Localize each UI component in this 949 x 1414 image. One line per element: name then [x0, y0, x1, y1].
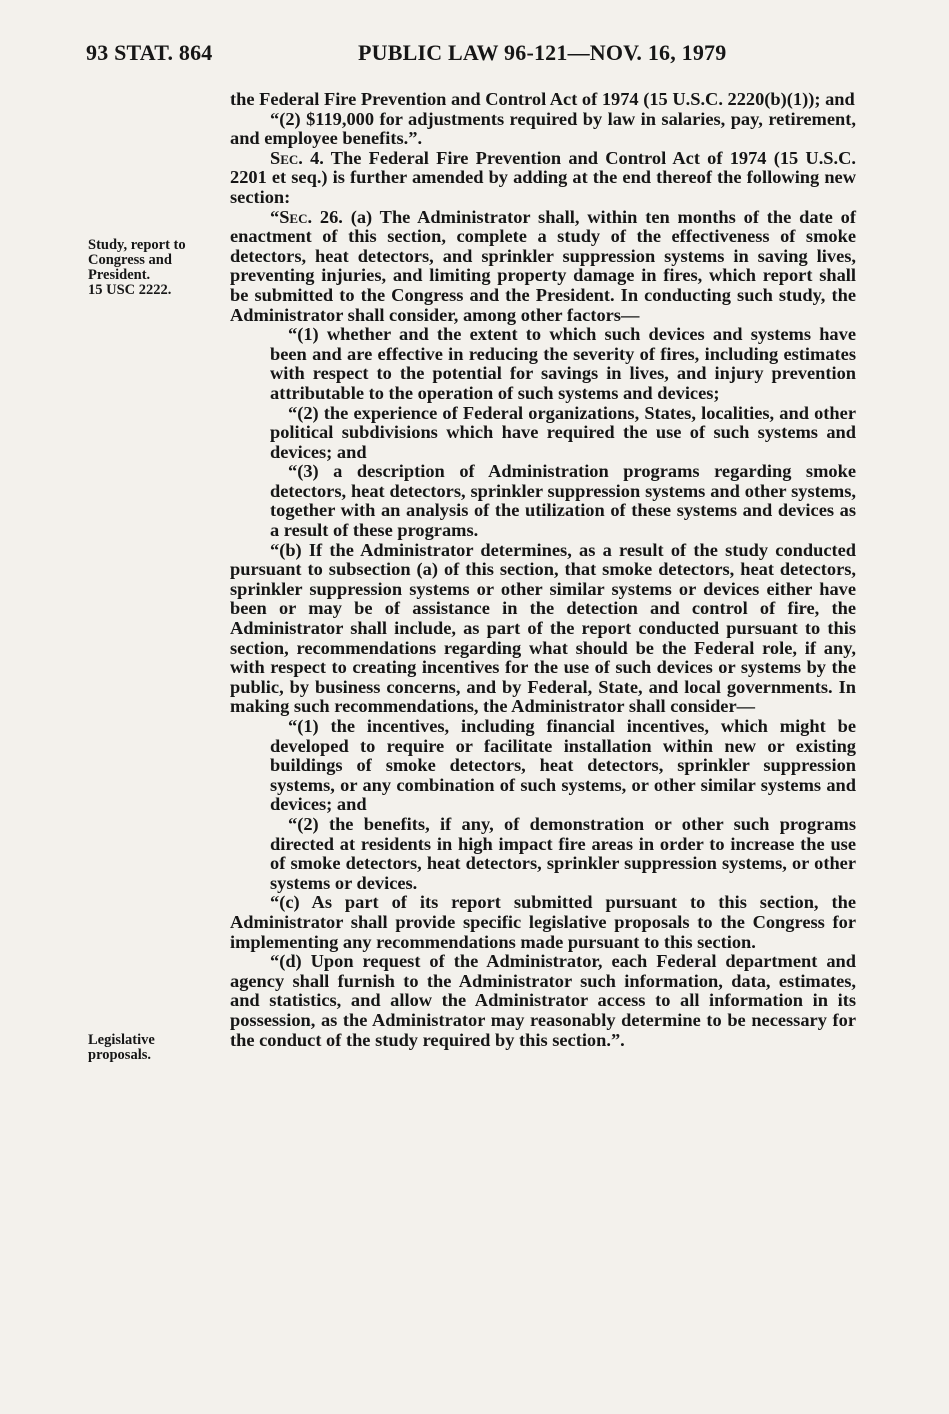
subsection-a-item-1: “(1) whether and the extent to which such devices and systems have been and are effective in reducing the severity of fires, including estimates with respect to the potential for savings in lives, and injury prevention attributable to the operation of such systems and devices; — [270, 324, 856, 403]
statute-body — [230, 90, 856, 1050]
section-label: Sec. 4. — [270, 147, 324, 168]
law-title: PUBLIC LAW 96-121—NOV. 16, 1979 — [358, 40, 727, 65]
margin-note-study-report — [88, 238, 218, 298]
paragraph-item-2: “(2) $119,000 for adjustments required by law in salaries, pay, retirement, and employee benefits.”. — [230, 108, 856, 149]
subsection-b-item-2: “(2) the benefits, if any, of demonstration or other such programs directed at residents in high impact fire areas in order to increase the use of smoke detectors, heat detectors, sprinkler suppression systems, or other systems or devices. — [270, 813, 856, 893]
subsection-b-item-1: “(1) the incentives, including financial incentives, which might be developed to require or facilitate installation within new or existing buildings of smoke detectors, heat detectors, sprinkler suppression systems, or any combination of such systems, or other similar systems and devices; and — [270, 716, 856, 815]
section-4-paragraph — [230, 149, 856, 208]
statute-page-number: 93 STAT. 864 — [86, 40, 213, 65]
subsection-a-item-2: “(2) the experience of Federal organizations, States, localities, and other political subdivisions which have required the use of such systems and devices; and — [270, 402, 856, 462]
section-text: The Federal Fire Prevention and Control Act of 1974 (15 U.S.C. 2201 et seq.) is further amended by adding at the end thereof the following new section: — [230, 147, 857, 207]
subsection-b-paragraph: “(b) If the Administrator determines, as a result of the study conducted pursuant to subsection (a) of this section, that smoke detectors, heat detectors, sprinkler suppression systems or other similar systems or devices either have been or may be of assistance in the detection and control of fire, the Administrator shall include, as part of the report conducted pursuant to this section, recommendations regarding what should be the Federal role, if any, with respect to creating incentives for the use of such devices or systems by the public, by business concerns, and by Federal, State, and local governments. In making such recommendations, the Administrator shall consider— — [230, 539, 856, 717]
section-26-a-paragraph — [230, 208, 856, 326]
margin-note-line: proposals. — [88, 1047, 151, 1063]
section-label: “Sec. 26. — [270, 206, 343, 227]
paragraph-continuation: the Federal Fire Prevention and Control Act of 1974 (15 U.S.C. 2220(b)(1)); and — [230, 89, 855, 109]
margin-note-line: 15 USC 2222. — [88, 282, 172, 298]
section-text: (a) The Administrator shall, within ten months of the date of enactment of this section, complete a study of the effectiveness of smoke detectors, heat detectors, and sprinkler suppression systems in saving lives, preventing injuries, and limiting property damage in fires, which report shall be submitted to the Congress and the President. In conducting such study, the Administrator shall consider, among other factors— — [230, 206, 856, 325]
margin-note-line: Congress and — [88, 252, 172, 268]
page-header — [86, 40, 856, 72]
subsection-d-paragraph: “(d) Upon request of the Administrator, each Federal department and agency shall furnish to the Administrator such information, data, estimates, and statistics, and allow the Administrator access to all information in its possession, as the Administrator may reasonably determine to be necessary for the conduct of the study required by this section.”. — [230, 951, 856, 1050]
margin-note-legislative-proposals — [88, 1033, 218, 1063]
margin-note-line: Legislative — [88, 1032, 155, 1048]
margin-note-line: President. — [88, 267, 151, 283]
subsection-a-item-3: “(3) a description of Administration programs regarding smoke detectors, heat detectors, sprinkler suppression systems and other systems, together with an analysis of the utilization of these systems and devices as a result of these programs. — [270, 461, 856, 541]
subsection-c-paragraph: “(c) As part of its report submitted pursuant to this section, the Administrator shall provide specific legislative proposals to the Congress for implementing any recommendations made pursuant to this section. — [230, 892, 856, 952]
margin-note-line: Study, report to — [88, 237, 186, 253]
